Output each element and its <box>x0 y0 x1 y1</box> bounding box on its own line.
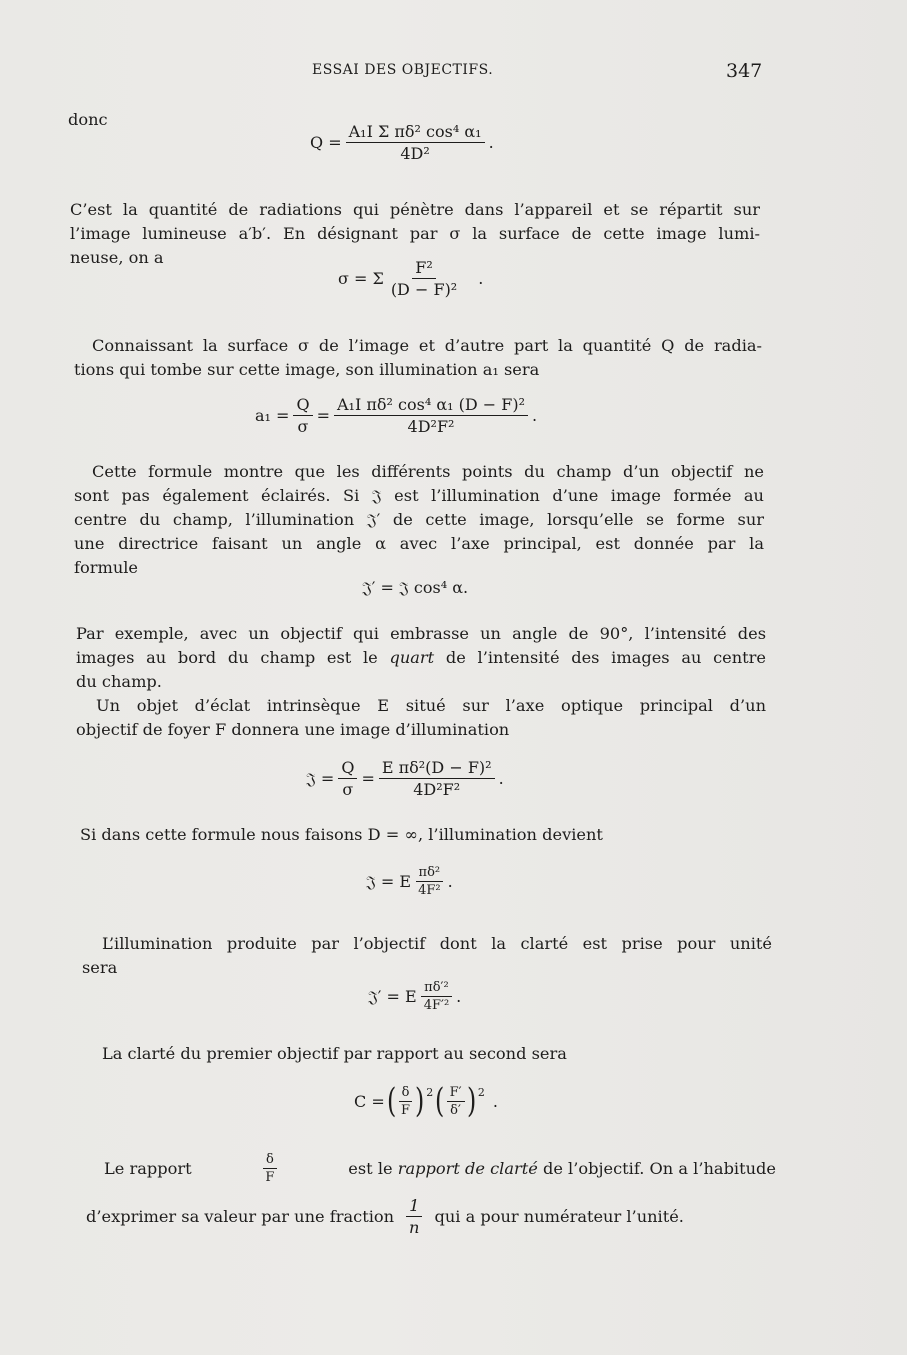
denominator: σ <box>342 780 354 799</box>
exponent: 2 <box>426 1086 434 1099</box>
numerator: 1 <box>406 1196 422 1217</box>
eq-lhs: 𝔍 = <box>306 768 335 788</box>
denominator: 4D² <box>400 144 430 163</box>
page-number: 347 <box>726 60 763 82</box>
eq-end: . <box>478 269 484 288</box>
eq-lhs: σ = Σ <box>338 269 384 288</box>
text-span: de l’intensité des images au centre <box>434 648 766 667</box>
text-line: L’illumination produite par l’objectif dont la clarté est prise pour unité <box>102 934 772 953</box>
denominator: 4F² <box>418 883 441 898</box>
numerator: πδ² <box>416 865 444 882</box>
denominator: δ′ <box>450 1102 461 1118</box>
fraction <box>421 980 452 1013</box>
eq-mid: = <box>361 769 375 788</box>
eq-lhs: 𝔍 = E <box>366 871 412 891</box>
text-line <box>104 1152 776 1185</box>
text-span: images au bord du champ est le <box>76 648 390 667</box>
eq-end: . <box>492 1091 498 1111</box>
eq-end: . <box>498 769 504 788</box>
text-line: du champ. <box>76 672 162 691</box>
fraction <box>293 395 312 436</box>
text-line: objectif de foyer F donnera une image d’illumination <box>76 720 510 739</box>
eq-lhs: Q = <box>310 133 342 152</box>
text-line: centre du champ, l’illumination 𝔍′ de cette image, lorsqu’elle se forme sur <box>74 510 764 529</box>
text-line: l’image lumineuse a′b′. En désignant par σ la surface de cette image lumi- <box>70 224 760 243</box>
eq-end: . <box>488 133 494 152</box>
italic-span: quart <box>389 648 435 667</box>
paragraph <box>82 932 772 980</box>
numerator: E πδ²(D − F)² <box>379 758 495 779</box>
text-line: Un objet d’éclat intrinsèque E situé sur l’axe optique principal d’un <box>96 696 766 715</box>
text-line: tions qui tombe sur cette image, son illumination a₁ sera <box>74 360 540 379</box>
paragraph <box>76 622 766 742</box>
text-span: de l’objectif. On a l’habitude <box>537 1159 776 1178</box>
fraction <box>379 758 495 799</box>
equation-4 <box>362 578 468 598</box>
text-line: Si dans cette formule nous faisons D = ∞, l’illumination devient <box>80 825 603 844</box>
numerator: A₁I Σ πδ² cos⁴ α₁ <box>346 122 485 143</box>
text-span: d’exprimer sa valeur par une fraction <box>86 1207 395 1226</box>
denominator: (D − F)² <box>390 280 458 299</box>
text-line: sera <box>82 958 118 977</box>
equation-2 <box>338 258 483 299</box>
italic-span: rapport de clarté <box>397 1159 538 1178</box>
fraction <box>338 758 357 799</box>
fraction <box>346 122 485 163</box>
paragraph <box>74 334 762 382</box>
text-line: Par exemple, avec un objectif qui embrasse un angle de 90°, l’intensité des <box>76 624 766 643</box>
text-span: qui a pour numérateur l’unité. <box>434 1207 684 1226</box>
eq-mid: = <box>316 406 330 425</box>
text-line: donc <box>68 110 108 129</box>
eq-lhs: C = <box>354 1091 385 1111</box>
denominator: 4F′² <box>423 998 450 1013</box>
left-paren: ( <box>386 1081 397 1121</box>
exponent: 2 <box>477 1086 485 1099</box>
equation-3 <box>255 395 537 436</box>
fraction <box>388 258 460 299</box>
equation-7 <box>368 980 461 1013</box>
text-line: Connaissant la surface σ de l’image et d’autre part la quantité Q de radia- <box>92 336 762 355</box>
numerator: F² <box>412 258 436 279</box>
eq-lhs: 𝔍′ = E <box>368 986 417 1006</box>
fraction <box>447 1085 465 1118</box>
right-paren: ) <box>415 1081 425 1121</box>
eq-end: . <box>447 872 453 891</box>
right-paren: ) <box>466 1081 476 1121</box>
denominator: F <box>401 1102 411 1118</box>
text-line <box>76 646 766 670</box>
text-line: neuse, on a <box>70 248 164 267</box>
denominator: 4D²F² <box>407 417 455 436</box>
numerator: πδ′² <box>421 980 452 997</box>
running-title: ESSAI DES OBJECTIFS. <box>312 62 494 78</box>
left-paren: ( <box>435 1081 445 1121</box>
text-line: formule <box>74 558 139 577</box>
numerator: δ <box>263 1152 277 1169</box>
eq-end: . <box>532 406 538 425</box>
text-line: La clarté du premier objectif par rapport au second sera <box>102 1044 567 1063</box>
eq-text: 𝔍′ = 𝔍 cos⁴ α. <box>362 578 469 597</box>
denominator: n <box>409 1218 420 1237</box>
denominator: 4D²F² <box>413 780 461 799</box>
text-line <box>86 1196 684 1237</box>
numerator: Q <box>338 758 357 779</box>
text-span: est le <box>348 1159 398 1178</box>
numerator: A₁I πδ² cos⁴ α₁ (D − F)² <box>334 395 528 416</box>
fraction <box>406 1196 422 1237</box>
text-line: Cette formule montre que les différents points du champ d’un objectif ne <box>92 462 764 481</box>
eq-end: . <box>456 987 462 1006</box>
equation-6 <box>366 865 453 898</box>
denominator: F <box>265 1170 275 1185</box>
text-line: sont pas également éclairés. Si 𝔍 est l’illumination d’une image formée au <box>74 486 764 505</box>
equation-5 <box>306 758 504 799</box>
fraction <box>334 395 528 436</box>
numerator: F′ <box>447 1085 465 1102</box>
eq-lhs: a₁ = <box>255 406 290 425</box>
paragraph <box>74 460 764 580</box>
equation-8 <box>354 1081 498 1121</box>
text-line: une directrice faisant un angle α avec l’axe principal, est donnée par la <box>74 534 764 553</box>
fraction <box>262 1152 277 1185</box>
numerator: Q <box>293 395 312 416</box>
equation-1 <box>310 122 494 163</box>
text-span: Le rapport <box>104 1159 192 1178</box>
fraction <box>398 1085 413 1118</box>
fraction <box>415 865 444 898</box>
denominator: σ <box>297 417 309 436</box>
text-line: C’est la quantité de radiations qui pénètre dans l’appareil et se répartit sur <box>70 200 760 219</box>
numerator: δ <box>399 1085 413 1102</box>
